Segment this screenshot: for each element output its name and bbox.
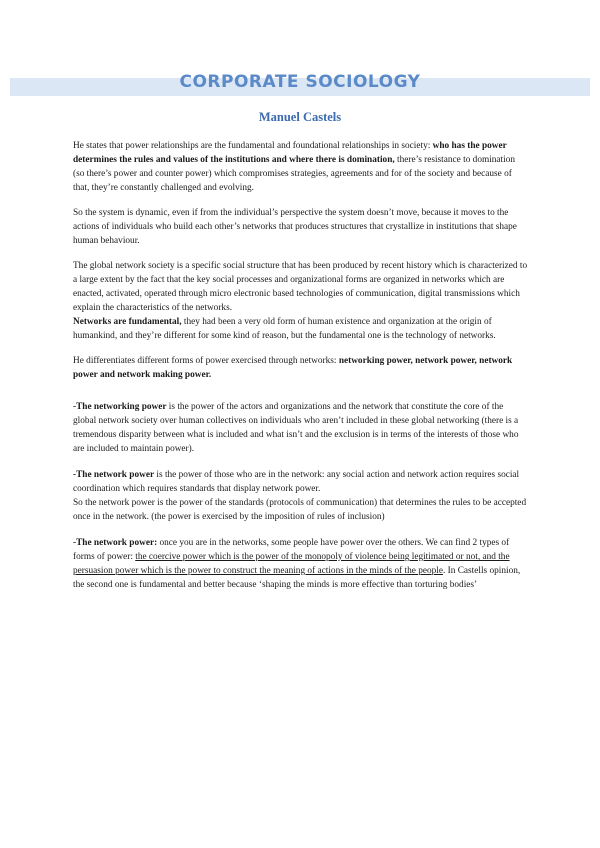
author-name: Manuel Castels: [258, 110, 342, 124]
paragraph-6-text: is the power of the actors and organizations and the network that constitute the core of the global network society over human collectives on individuals who aren’t included in these global networking (there is a tremendous disparity between what is included and what isn’t and the exclusion is in terms of the interests of those who are included to maintain power).: [73, 402, 519, 454]
paragraph-5-bold: networking power, network power, network power and network making power.: [73, 356, 513, 380]
paragraph-7-text: is the power of those who are in the network: any social action and network action requires social coordination which requires standards that display network power.: [73, 470, 520, 494]
paragraph-9-text-b: . In Castells opinion, the second one is fundamental and better because ‘shaping the minds is more effective than torturing bodies’: [73, 566, 521, 590]
paragraph-4-text: they had been a very old form of human existence and organization at the origin of humankind, and they’re different for some kind of reason, but the fundamental one is the technology of networks.: [73, 317, 496, 341]
paragraph-6: [73, 400, 528, 456]
paragraph-7: [73, 468, 528, 496]
paragraph-7-bold: -The network power: [73, 470, 155, 480]
paragraph-3: The global network society is a specific social structure that has been produced by recent history which is characterized to a large extent by the fact that the key social processes and organizational forms are organized in networks which are enacted, activated, operated through micro electronic based technologies of communication, digital transmissions which explain the characteristics of the networks.: [73, 261, 528, 313]
paragraph-1-bold: who has the power determines the rules and values of the institutions and where there is domination,: [73, 141, 507, 165]
paragraph-4: [73, 315, 528, 343]
paragraph-1-text-b: there’s resistance to domination (so there’s power and counter power) which compromises strategies, agreements and for of the society and because of that, they’re constantly challenged and evolving.: [73, 155, 516, 193]
paragraph-2: So the system is dynamic, even if from the individual’s perspective the system doesn’t move, because it moves to the actions of individuals who build each other’s networks that produces structures that crystallize in institutions that shape human behaviour.: [73, 208, 517, 246]
document-title: CORPORATE SOCIOLOGY: [179, 72, 421, 92]
paragraph-9-text-a: once you are in the networks, some people have power over the others. We can find 2 types of forms of power:: [73, 538, 510, 562]
paragraph-9-bold: -The network power:: [73, 538, 158, 548]
paragraph-9: [73, 536, 528, 592]
paragraph-5: [73, 354, 528, 382]
paragraph-1-text-a: He states that power relationships are the fundamental and foundational relationships in society:: [73, 141, 433, 151]
paragraph-4-bold: Networks are fundamental,: [73, 317, 182, 327]
paragraph-8: So the network power is the power of the standards (protocols of communication) that determines the rules to be accepted once in the network. (the power is exercised by the imposition of rules of inclusion): [73, 498, 527, 522]
paragraph-6-bold: -The networking power: [73, 402, 167, 412]
paragraph-5-text: He differentiates different forms of power exercised through networks:: [73, 356, 339, 366]
document-body: [73, 139, 528, 603]
paragraph-9-underlined: the coercive power which is the power of the monopoly of violence being legitimated or not, and the persuasion power which is the power to construct the meaning of actions in the minds of the people: [73, 552, 510, 576]
paragraph-1: [73, 139, 528, 195]
